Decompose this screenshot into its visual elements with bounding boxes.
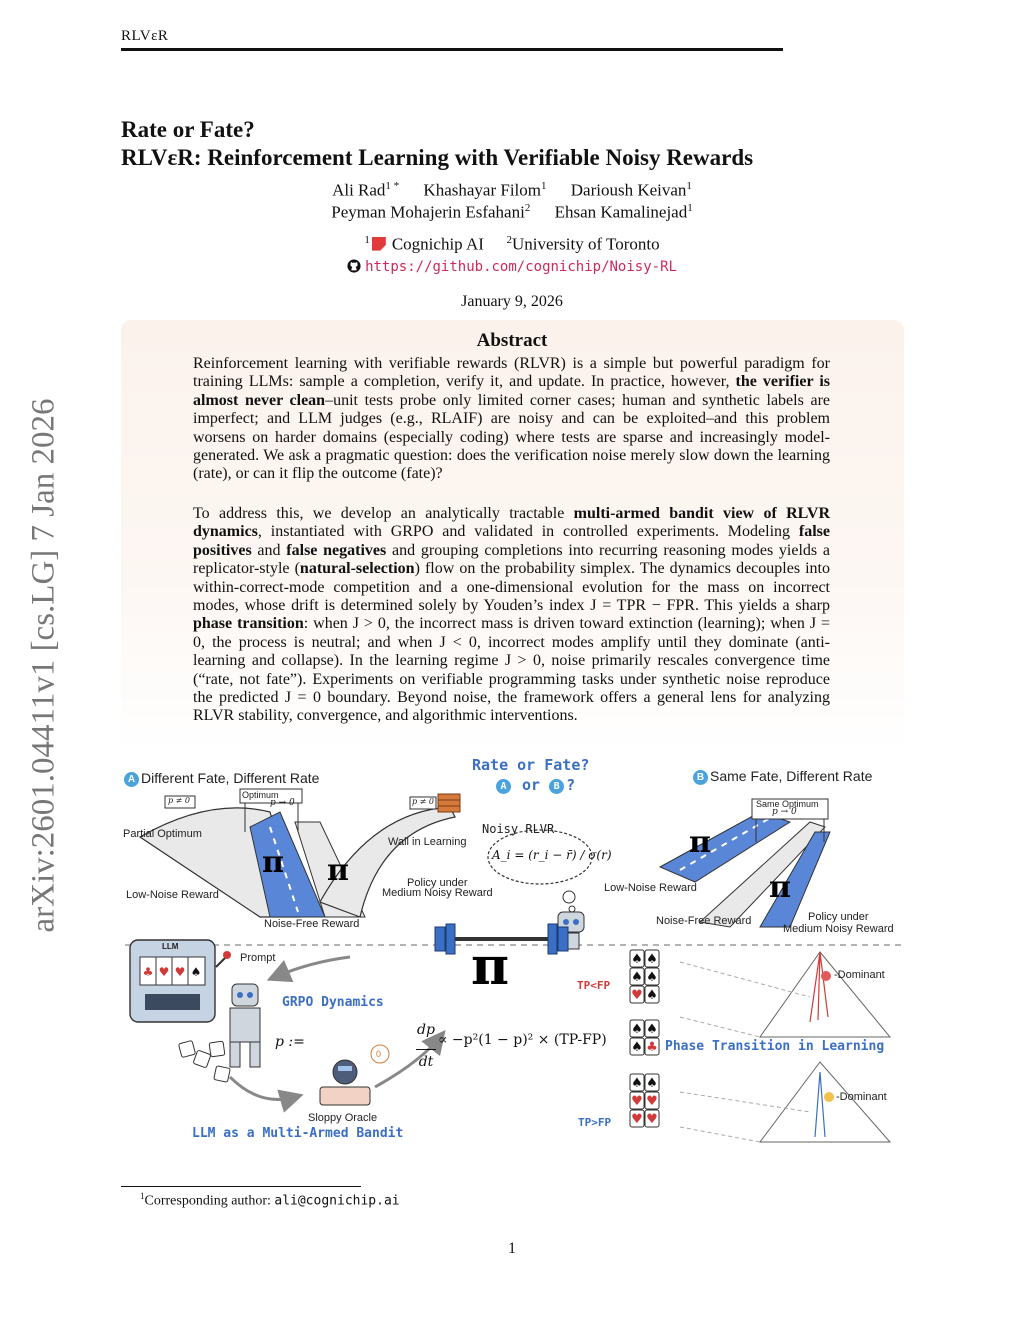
llm-label: LLM [162,942,179,951]
page-number: 1 [508,1240,516,1257]
sloppy-oracle-label: Sloppy Oracle [308,1112,378,1124]
footnote-rule [121,1186,361,1187]
tp-gt-fp-label: TP>FP [578,1116,612,1129]
p-to-zero-label: p → 0 [270,798,295,808]
svg-text:♠: ♠ [631,970,643,985]
publication-date: January 9, 2026 [461,293,563,310]
p2-bold-run: false positives [193,523,830,559]
svg-text:♥: ♥ [631,988,643,1003]
panel-a-title: A Different Fate, Different Rate [124,770,319,787]
phase-transition-label: Phase Transition in Learning [665,1039,885,1054]
svg-text:♠: ♠ [646,988,658,1003]
flow-equation: ∝ −p²(1 − p)² × (TP-FP) [438,1032,607,1048]
abstract-paragraph-2 [193,505,830,726]
affiliation-2: University of Toronto [511,234,660,254]
noisy-rlvr-label: Noisy RLVR [482,822,555,836]
p2-run: To address this, we develop an analytically tractable [193,505,574,522]
advantage-formula: A_i = (r_i − r̄) / σ(r) [492,848,612,862]
p-ne-zero-left-label: p ≠ 0 [168,796,190,805]
p1-bold-run: the verifier is almost never clean [193,373,830,409]
svg-text:♣: ♣ [646,1040,658,1055]
dominant-top-label: -Dominant [834,969,885,981]
author-name: Ehsan Kamalinejad [554,202,688,222]
p-to-zero-b-label: p → 0 [772,807,797,817]
p2-bold-run: phase transition [193,615,304,633]
svg-text:♠: ♠ [646,1076,658,1091]
abstract-heading: Abstract [476,330,548,351]
footnote: $^1$Corresponding author: ali@cognichip.ai [140,1191,400,1209]
author-name: Darioush Keivan [570,180,687,200]
dominant-bottom-label: -Dominant [836,1091,887,1103]
author-name: Peyman Mohajerin Esfahani [331,202,525,222]
svg-text:♥: ♥ [174,965,186,979]
arxiv-stamp: arXiv:2601.04411v1 [cs.LG] 7 Jan 2026 [25,398,62,933]
svg-text:♠: ♠ [631,952,643,967]
p1-run: –unit tests probe only limited corner cases; human and synthetic labels are imperfect; and LLM judges (e.g., RLAIF) are noisy and can be exploited–and this problem worsens on harder domains (especially coding) where tests are sparse and increasingly model-generated. We ask a pragmatic question: does the verification noise merely slow down the learning (rate), or can it flip the outcome (fate)? [193,391,830,483]
wall-in-learning-label: Wall in Learning [388,836,467,848]
grpo-dynamics-label: GRPO Dynamics [282,995,384,1010]
p2-run: ) flow on the probability simplex. The dynamics decouples into within-correct-mode competition and a one-dimensional evolution for the mass on incorrect modes, whose drift is determined solely by Youden’s index J = TPR − FPR. This yields a sharp [193,560,830,615]
author-name: Ali Rad [332,180,386,200]
policy-medium-b-label: Policy under Medium Noisy Reward [783,911,894,935]
svg-text:♥: ♥ [631,1112,643,1127]
svg-text:♥: ♥ [158,965,170,979]
svg-text:♠: ♠ [631,1022,643,1037]
panel-b-title: B Same Fate, Different Rate [693,768,872,785]
p2-bold-run: multi-armed bandit view of RLVR dynamics [193,505,830,541]
overview-figure [120,752,905,1147]
header-rule [121,48,783,51]
svg-text:♣: ♣ [142,965,154,979]
low-noise-reward-b-label: Low-Noise Reward [604,882,697,894]
p-definition: p := [275,1034,305,1050]
noise-free-reward-a-label: Noise-Free Reward [264,918,360,930]
p2-bold-run: natural-selection [299,560,415,578]
svg-text:π: π [327,853,349,888]
svg-text:♥: ♥ [631,1094,643,1109]
low-noise-reward-a-label: Low-Noise Reward [126,889,219,901]
prompt-label: Prompt [240,952,276,964]
cognichip-logo-icon [372,237,386,251]
svg-text:π: π [262,845,284,880]
panel-b-badge: B [693,770,708,785]
author-row-1 [0,180,1024,201]
p2-run: : when J > 0, the incorrect mass is driven toward extinction (learning); when J = 0, the process is neutral; and when J < 0, incorrect modes amplify until they dominate (anti-learning and collapse). In the learning regime J > 0, noise primarily rescales convergence time (“rate, not fate”). Experiments on verifiable programming tasks under synthetic noise reproduce the predicted J = 0 boundary. Beyond noise, the framework offers a general lens for analyzing RLVR stability, convergence, and algorithmic interventions. [193,615,831,725]
author-affiliation: 1 [541,180,547,192]
svg-text:♥: ♥ [646,1094,658,1109]
repo-line [0,259,1024,275]
p2-run: and [251,541,287,559]
p2-run: and grouping completions into recurring reasoning modes yields a replicator-style ( [193,541,831,578]
p-ne-zero-right-label: p ≠ 0 [412,797,434,806]
svg-text:π: π [689,825,711,860]
repo-link[interactable]: https://github.com/cognichip/Noisy-RL [365,259,677,275]
oracle-bubble: 0 [376,1049,382,1059]
tp-lt-fp-label: TP<FP [577,979,611,992]
author-row-2 [0,202,1024,223]
title-line-2: RLVεR: Reinforcement Learning with Verifiable Noisy Rewards [121,145,754,170]
svg-text:♠: ♠ [646,970,658,985]
affiliations [0,234,1024,255]
svg-text:♠: ♠ [646,1022,658,1037]
running-head: RLVεR [121,28,169,44]
noise-free-reward-b-label: Noise-Free Reward [656,915,752,927]
title-line-1: Rate or Fate? [121,117,255,142]
dp-dt: dp dt [417,1022,435,1070]
author-affiliation: 1 [686,180,692,192]
svg-text:♠: ♠ [190,965,202,979]
figure-center-title: Rate or Fate? [472,756,590,774]
author-affiliation: 2 [524,202,531,214]
panel-a-badge: A [124,772,139,787]
svg-text:♠: ♠ [631,1076,643,1091]
affiliation-1: Cognichip AI [391,234,484,254]
author-affiliation: 1 [687,202,693,214]
github-icon [347,259,361,273]
figure-center-subtitle: A or B ? [496,776,575,794]
svg-text:π: π [470,936,510,997]
same-optimum-label: Same Optimum [756,799,819,809]
p2-run: , instantiated with GRPO and validated in controlled experiments. Modeling [257,523,799,541]
abstract-paragraph-1 [193,355,830,484]
author-affiliation: 1 * [385,180,400,192]
author-name: Khashayar Filom [423,180,541,200]
policy-medium-a-label: Policy under Medium Noisy Reward [382,877,493,899]
paper-title [121,116,753,172]
affiliation-number: 1 [364,234,370,246]
partial-optimum-label: Partial Optimum [123,828,202,840]
svg-text:♠: ♠ [646,952,658,967]
svg-text:♥: ♥ [646,1112,658,1127]
p2-bold-run: false negatives [286,541,387,559]
affiliation-number: 2 [506,234,512,246]
svg-text:♠: ♠ [631,1040,643,1055]
llm-bandit-label: LLM as a Multi-Armed Bandit [192,1126,404,1141]
email-link[interactable]: ali@cognichip.ai [274,1193,400,1209]
optimum-label: Optimum [242,790,279,800]
p1-run: Reinforcement learning with verifiable rewards (RLVR) is a simple but powerful paradigm for training LLMs: sample a completion, verify it, and update. In practice, however, [193,355,830,391]
svg-text:π: π [769,870,791,905]
